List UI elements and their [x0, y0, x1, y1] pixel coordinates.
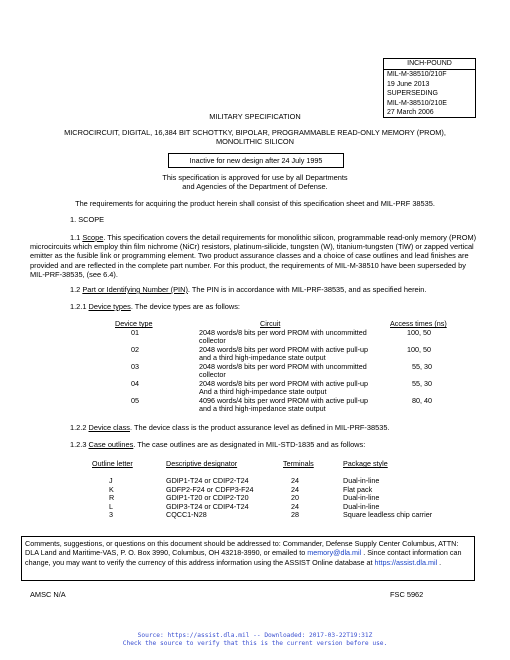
col-outline-letter: Outline letter [92, 459, 133, 468]
col-terminals: Terminals [283, 459, 314, 468]
device-types-label: Device types [88, 302, 131, 311]
circuit-cell-line1: 2048 words/8 bits per word PROM with active pull-up [199, 345, 368, 354]
assist-url-link[interactable]: https://assist.dla.mil [374, 557, 438, 567]
inactive-notice: Inactive for new design after 24 July 1995 [168, 153, 344, 168]
device-type-cell: 01 [131, 328, 139, 337]
outline-letter-cell: R [109, 493, 115, 502]
circuit-cell-line1: 4096 words/4 bits per word PROM with active pull-up [199, 396, 368, 405]
scope-label: Scope [82, 233, 104, 242]
document-date: 19 June 2013 [387, 80, 430, 88]
outline-letter-cell: L [109, 502, 113, 511]
device-types-text: . The device types are as follows: [130, 302, 240, 311]
verify-line: Check the source to verify that this is the current version before use. [122, 640, 388, 647]
circuit-cell-line1: 2048 words/8 bits per word PROM with uncommitted [199, 328, 367, 337]
circuit-cell-line2: And a third high-impedance state output [199, 387, 327, 396]
circuit-cell-line2: and a third high-impedance state output [199, 353, 326, 362]
email-link[interactable]: memory@dla.mil [307, 548, 362, 558]
package-style-cell: Square leadless chip carrier [343, 510, 433, 519]
device-type-cell: 04 [131, 379, 139, 388]
col-package-style: Package style [343, 459, 388, 468]
document-number: MIL-M-38510/210F [387, 71, 447, 79]
col-circuit: Circuit [260, 319, 281, 328]
terminals-cell: 24 [291, 485, 299, 494]
designator-cell: GDIP1-T20 or CDIP2-T20 [166, 493, 249, 502]
subject-line-1: MICROCIRCUIT, DIGITAL, 16,384 BIT SCHOTTKY, BIPOLAR, PROGRAMMABLE READ-ONLY MEMORY (PROM), [64, 128, 446, 137]
device-type-cell: 03 [131, 362, 139, 371]
inch-pound-label: INCH-POUND [384, 59, 475, 70]
terminals-cell: 24 [291, 502, 299, 511]
designator-cell: GDIP1-T24 or CDIP2-T24 [166, 476, 249, 485]
package-style-cell: Dual-in-line [343, 493, 380, 502]
scope-number: 1.1 [70, 233, 81, 242]
col-access-times: Access times (ns) [390, 319, 447, 328]
circuit-cell-line2: collector [199, 336, 226, 345]
comments-text-middle: . Since contact information can change, you may want to verify the currency of this address information using the ASSIST Online database at [25, 548, 462, 567]
requirements-statement: The requirements for acquiring the product herein shall consist of this specification sheet and MIL-PRF 38535. [75, 199, 435, 208]
scope-heading: 1. SCOPE [70, 215, 105, 224]
access-time-cell: 100, 50 [407, 328, 431, 337]
source-line[interactable]: Source: https://assist.dla.mil -- Downloaded: 2017-03-22T19:31Z [137, 632, 373, 639]
device-type-cell: 02 [131, 345, 139, 354]
case-outlines-text: . The case outlines are as designated in MIL-STD-1835 and as follows: [133, 440, 366, 449]
superseded-number: MIL-M-38510/210E [387, 99, 447, 107]
device-class-paragraph [70, 424, 390, 433]
case-outlines-number: 1.2.3 [70, 440, 87, 449]
terminals-cell: 24 [291, 476, 299, 485]
scope-text: . This specification covers the detail requirements for monolithic silicon, programmable read-only memory (PROM) microcircuits which employ thin film nichrome (NiCr) resistors, platinum-silicide, tungsten (W), titanium-tungsten (TiW) or zapped vertical emitter as the fusible link or programming element. Two product assurance classes and a choice of case outlines and lead finishes are provided and are reflected in the complete part number. For this product, the requirements of MIL-M-38510 have been superseded by MIL-PRF-38535, (see 6.4). [30, 233, 477, 279]
access-time-cell: 55, 30 [412, 362, 432, 371]
circuit-cell-line1: 2048 words/8 bits per word PROM with uncommitted [199, 362, 367, 371]
device-class-text: . The device class is the product assurance level as defined in MIL-PRF-38535. [130, 423, 390, 432]
package-style-cell: Flat pack [343, 485, 373, 494]
designator-cell: GDFP2-F24 or CDFP3-F24 [166, 485, 254, 494]
document-id-box [383, 58, 476, 118]
outline-letter-cell: J [109, 476, 113, 485]
terminals-cell: 28 [291, 510, 299, 519]
device-types-paragraph [70, 303, 240, 312]
subject-line-2: MONOLITHIC SILICON [215, 137, 295, 146]
device-class-number: 1.2.2 [70, 423, 87, 432]
col-device-type: Device type [115, 319, 153, 328]
device-types-number: 1.2.1 [70, 302, 87, 311]
col-descriptive-designator: Descriptive designator [166, 459, 238, 468]
comments-box [21, 536, 475, 581]
access-time-cell: 100, 50 [407, 345, 431, 354]
superseded-date: 27 March 2006 [387, 109, 434, 117]
circuit-cell-line2: and a third high-impedance state output [199, 404, 326, 413]
superseding-label: SUPERSEDING [387, 90, 438, 98]
case-outlines-label: Case outlines [88, 440, 134, 449]
pin-label: Part or Identifying Number (PIN) [82, 285, 188, 294]
device-class-label: Device class [88, 423, 130, 432]
package-style-cell: Dual-in-line [343, 502, 380, 511]
amsc-label: AMSC N/A [30, 590, 66, 599]
fsc-label: FSC 5962 [390, 590, 424, 599]
approval-line-2: and Agencies of the Department of Defense. [182, 182, 328, 191]
outline-letter-cell: K [109, 485, 114, 494]
circuit-cell-line2: collector [199, 370, 226, 379]
access-time-cell: 55, 30 [412, 379, 432, 388]
outline-letter-cell: 3 [109, 510, 113, 519]
package-style-cell: Dual-in-line [343, 476, 380, 485]
designator-cell: GDIP3-T24 or CDIP4-T24 [166, 502, 249, 511]
terminals-cell: 20 [291, 493, 299, 502]
approval-line-1: This specification is approved for use by all Departments [162, 173, 348, 182]
spec-title: MILITARY SPECIFICATION [209, 112, 301, 121]
device-type-cell: 05 [131, 396, 139, 405]
pin-number: 1.2 [70, 285, 81, 294]
pin-text: . The PIN is in accordance with MIL-PRF-38535, and as specified herein. [187, 285, 427, 294]
designator-cell: CQCC1-N28 [166, 510, 207, 519]
comments-text-end: . [437, 557, 442, 567]
scope-paragraph [30, 233, 482, 279]
comments-text-start: Comments, suggestions, or questions on this document should be addressed to: Commander, Defense Supply Center Columbus, ATTN: DLA Land and Maritime-VAS, P. O. Box 3990, Columbus, OH 43218-3990, or emailed to [25, 539, 459, 558]
circuit-cell-line1: 2048 words/8 bits per word PROM with active pull-up [199, 379, 368, 388]
case-outlines-paragraph [70, 441, 365, 450]
pin-paragraph [70, 286, 426, 295]
access-time-cell: 80, 40 [412, 396, 432, 405]
